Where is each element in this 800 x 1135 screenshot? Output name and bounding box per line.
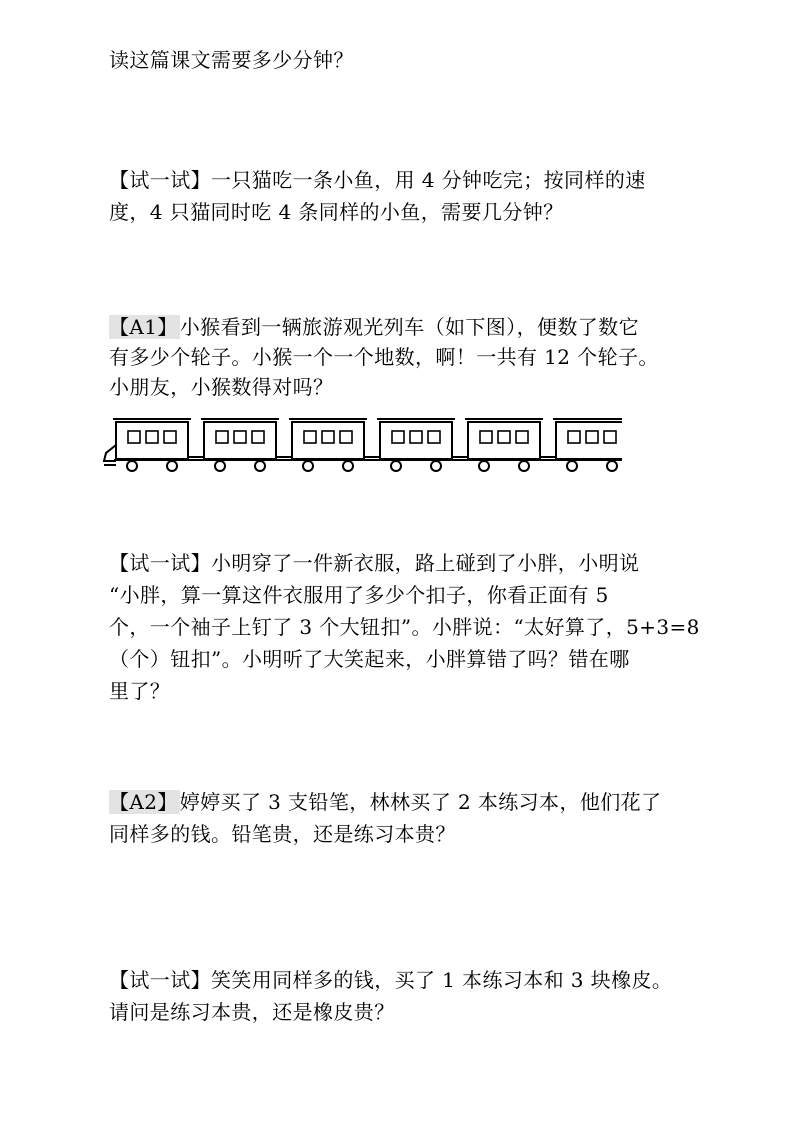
train-window: [480, 431, 492, 443]
train-window: [252, 431, 264, 443]
a1-line: 有多少个轮子。小猴一个一个地数，啊！一共有 12 个轮子。: [109, 345, 659, 369]
train-car: [116, 422, 188, 459]
train-window: [498, 431, 510, 443]
train-wheel: [127, 461, 137, 471]
train-window: [586, 431, 598, 443]
try2-line: （个）钮扣”。小明听了大笑起来，小胖算错了吗？错在哪: [109, 647, 630, 671]
a1-text: 小猴看到一辆旅游观光列车（如下图），便数了数它: [179, 315, 639, 339]
try1-line: 【试一试】一只猫吃一条小鱼，用 4 分钟吃完；按同样的速: [109, 168, 646, 192]
train-wheel: [255, 461, 265, 471]
train-window: [322, 431, 334, 443]
question-read-time: 读这篇课文需要多少分钟？: [109, 48, 354, 72]
train-window: [304, 431, 316, 443]
train-wheel: [167, 461, 177, 471]
train-wheel: [607, 461, 617, 471]
train-wheel: [303, 461, 313, 471]
try2-line: 【试一试】小明穿了一件新衣服，路上碰到了小胖，小明说: [109, 551, 640, 575]
train-window: [234, 431, 246, 443]
train-wheel: [343, 461, 353, 471]
a2-first-line: [109, 790, 661, 814]
train-window: [146, 431, 158, 443]
train-car: [204, 422, 276, 459]
a2-tag: 【A2】: [109, 790, 178, 814]
train-window: [340, 431, 352, 443]
a1-line: 小朋友，小猴数得对吗？: [109, 375, 334, 399]
train-wheel: [479, 461, 489, 471]
train-car: [556, 422, 622, 459]
train-window: [568, 431, 580, 443]
try2-line: “小胖，算一算这件衣服用了多少个扣子，你看正面有 5: [109, 583, 609, 607]
train-wheel: [519, 461, 529, 471]
train-nose: [104, 445, 116, 461]
train-window: [216, 431, 228, 443]
train-wheel: [391, 461, 401, 471]
try3-line: 请问是练习本贵，还是橡皮贵？: [109, 1000, 395, 1024]
try1-line: 度，4 只猫同时吃 4 条同样的小鱼，需要几分钟？: [109, 200, 564, 224]
train-wheel: [215, 461, 225, 471]
train-window: [516, 431, 528, 443]
train-wheel: [567, 461, 577, 471]
train-car: [468, 422, 540, 459]
train-window: [428, 431, 440, 443]
train-car: [292, 422, 364, 459]
a1-first-line: [109, 315, 639, 339]
train-car: [380, 422, 452, 459]
train-window: [164, 431, 176, 443]
a2-line: 同样多的钱。铅笔贵，还是练习本贵？: [109, 822, 456, 846]
train-window: [604, 431, 616, 443]
a1-tag: 【A1】: [109, 315, 178, 339]
a2-text: 婷婷买了 3 支铅笔，林林买了 2 本练习本，他们花了: [179, 790, 662, 814]
try2-line: 个，一个袖子上钉了 3 个大钮扣”。小胖说：“太好算了，5+3=8: [109, 615, 700, 639]
try2-line: 里了？: [109, 679, 171, 703]
train-wheel: [431, 461, 441, 471]
try3-line: 【试一试】笑笑用同样多的钱，买了 1 本练习本和 3 块橡皮。: [109, 968, 673, 992]
train-illustration: [102, 413, 622, 475]
train-window: [392, 431, 404, 443]
train-window: [410, 431, 422, 443]
train-window: [128, 431, 140, 443]
